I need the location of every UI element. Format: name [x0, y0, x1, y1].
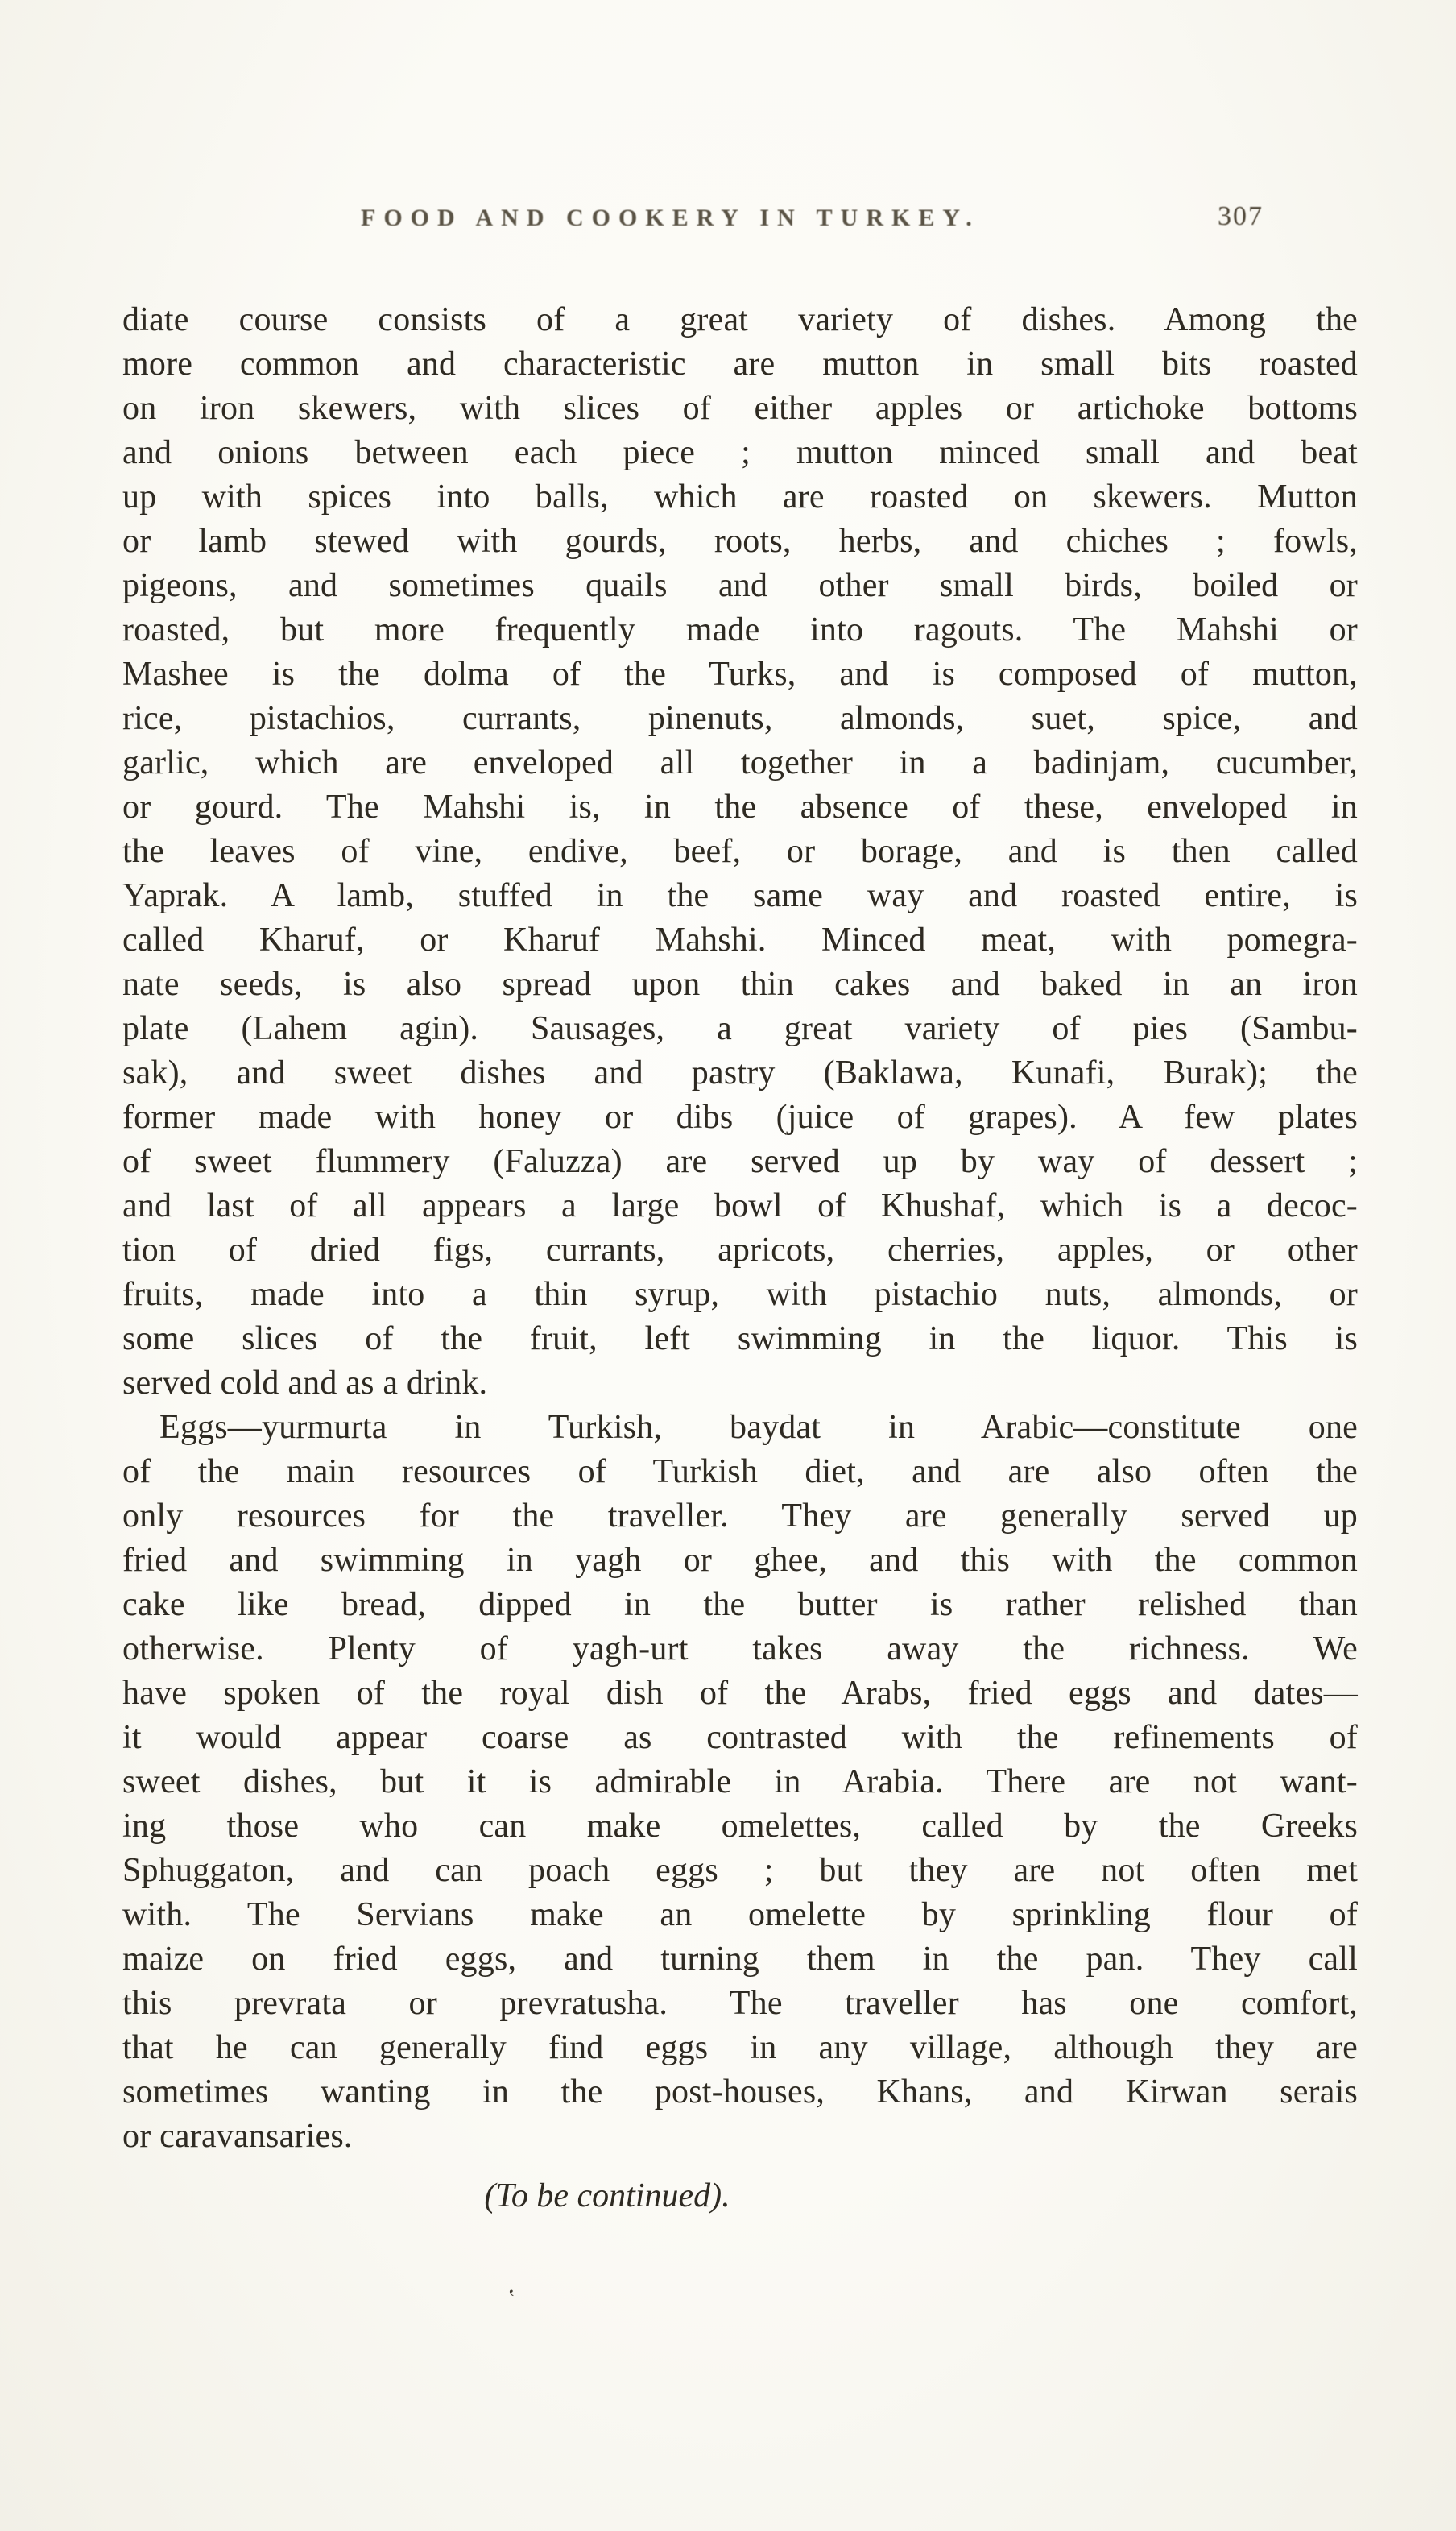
text-line: pigeons, and sometimes quails and other small birds, boiled or — [122, 567, 1358, 604]
running-header-title: FOOD AND COOKERY IN TURKEY. — [361, 205, 980, 231]
text-line: ing those who can make omelettes, called by the Greeks — [122, 1808, 1358, 1845]
text-line: diate course consists of a great variety of dishes. Among the — [122, 301, 1358, 338]
text-line: cake like bread, dipped in the butter is rather relished than — [122, 1586, 1358, 1623]
text-line: served cold and as a drink. — [122, 1365, 488, 1402]
text-line: former made with honey or dibs (juice of grapes). A few plates — [122, 1099, 1358, 1136]
text-line: the leaves of vine, endive, beef, or borage, and is then called — [122, 833, 1358, 870]
text-line: of the main resources of Turkish diet, and are also often the — [122, 1453, 1358, 1490]
running-header — [122, 201, 1358, 240]
paragraph — [122, 1406, 1358, 2159]
text-line: this prevrata or prevratusha. The traveller has one comfort, — [122, 1985, 1358, 2022]
text-line: roasted, but more frequently made into ragouts. The Mahshi or — [122, 611, 1358, 648]
text-line: or lamb stewed with gourds, roots, herbs, and chiches ; fowls, — [122, 523, 1358, 560]
text-line: Mashee is the dolma of the Turks, and is composed of mutton, — [122, 656, 1358, 693]
text-line: or gourd. The Mahshi is, in the absence of these, enveloped in — [122, 789, 1358, 826]
text-line: of sweet flummery (Faluzza) are served up by way of dessert ; — [122, 1143, 1358, 1180]
text-line: called Kharuf, or Kharuf Mahshi. Minced meat, with pomegra- — [122, 922, 1358, 959]
text-line: more common and characteristic are mutton in small bits roasted — [122, 346, 1358, 383]
paragraph — [122, 298, 1358, 1406]
text-line: nate seeds, is also spread upon thin cakes and baked in an iron — [122, 966, 1358, 1003]
text-line: tion of dried figs, currants, apricots, cherries, apples, or other — [122, 1232, 1358, 1269]
text-line: plate (Lahem agin). Sausages, a great variety of pies (Sambu- — [122, 1010, 1358, 1047]
text-line: fried and swimming in yagh or ghee, and this with the common — [122, 1542, 1358, 1579]
text-line: some slices of the fruit, left swimming in the liquor. This is — [122, 1320, 1358, 1357]
stray-ink-mark: ‛ — [507, 2285, 515, 2311]
text-line: Yaprak. A lamb, stuffed in the same way and roasted entire, is — [122, 877, 1358, 914]
text-line: and last of all appears a large bowl of Khushaf, which is a decoc- — [122, 1187, 1358, 1224]
text-line: with. The Servians make an omelette by sprinkling flour of — [122, 1896, 1358, 1933]
text-line: Sphuggaton, and can poach eggs ; but they are not often met — [122, 1852, 1358, 1889]
text-line: only resources for the traveller. They are generally served up — [122, 1497, 1358, 1535]
footer — [122, 2177, 1358, 2215]
text-line: or caravansaries. — [122, 2118, 353, 2155]
page-number: 307 — [1218, 201, 1264, 231]
text-line: otherwise. Plenty of yagh-urt takes away the richness. We — [122, 1630, 1358, 1667]
text-line: sometimes wanting in the post-houses, Khans, and Kirwan serais — [122, 2073, 1358, 2111]
text-line: it would appear coarse as contrasted with the refinements of — [122, 1719, 1358, 1756]
text-line: rice, pistachios, currants, pinenuts, almonds, suet, spice, and — [122, 700, 1358, 737]
text-line: maize on fried eggs, and turning them in the pan. They call — [122, 1941, 1358, 1978]
continuation-note: (To be continued). — [484, 2177, 730, 2214]
text-line: garlic, which are enveloped all together in a badinjam, cucumber, — [122, 744, 1358, 781]
text-line: and onions between each piece ; mutton minced small and beat — [122, 434, 1358, 471]
body-text — [122, 298, 1358, 2159]
text-line: sweet dishes, but it is admirable in Arabia. There are not want- — [122, 1763, 1358, 1800]
text-line: have spoken of the royal dish of the Arabs, fried eggs and dates— — [122, 1675, 1358, 1712]
text-line: on iron skewers, with slices of either apples or artichoke bottoms — [122, 390, 1358, 427]
text-line: sak), and sweet dishes and pastry (Baklawa, Kunafi, Burak); the — [122, 1054, 1358, 1092]
text-line: Eggs—yurmurta in Turkish, baydat in Arabic—constitute one — [159, 1409, 1358, 1446]
text-line: that he can generally find eggs in any village, although they are — [122, 2029, 1358, 2066]
text-line: up with spices into balls, which are roasted on skewers. Mutton — [122, 478, 1358, 516]
text-line: fruits, made into a thin syrup, with pistachio nuts, almonds, or — [122, 1276, 1358, 1313]
